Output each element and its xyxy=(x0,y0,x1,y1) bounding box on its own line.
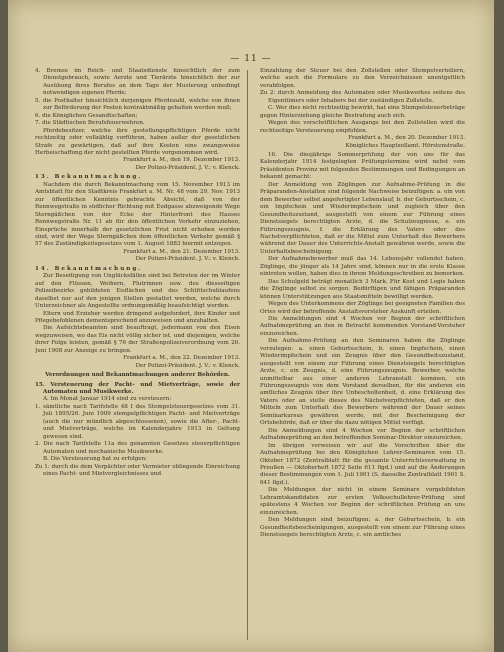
section-title: Verordnungen und Bekanntmachungen anderer Behörden. xyxy=(45,372,230,379)
paragraph: Die Anmeldungen sind 4 Wochen vor Beginn der schriftlichen Aufnahmeprüfung an den in Betracht kommenden Vorstand-Vorsteher einzureichen. xyxy=(260,315,465,337)
document-page xyxy=(8,0,494,652)
paragraph: Eltern und Erzieher werden dringend aufgefordert, ihre Kinder und Pflegebefohlenen dementsprechend anzuweisen und anzuhalten. xyxy=(35,310,240,324)
paragraph: A. Im Monat Januar 1914 sind zu versteuern: xyxy=(43,396,172,403)
column-divider xyxy=(247,70,248,640)
right-column xyxy=(260,68,465,646)
list-item: 6. die Königlichen Gesandtschaften; xyxy=(35,112,138,119)
paragraph: Das Schulgeld beträgt monatlich 3 Mark. Für Kost und Logis haben die Zöglinge selbst zu sorgen. Bedürftigen und fähigen Präparanden können Unterstützungen aus Staatsmitteln bewilligt werden. xyxy=(260,278,465,300)
paragraph: Die Aufnahme-Prüfung an den Seminaren haben die Zöglinge vorzulegen: a. einen Geburtsschein, b. einen Impfschein, einen Wiederimpfschein und ein Zeugnis über den Gesundheitszustand, ausgestellt von einem zur Führung eines Dienstsiegels berechtigten Arzte, c. ein Zeugnis, d. eine Führungszeugnis. Bewerber, welche unmittelbar aus einer anderen Lehranstalt kommen, ein Führungszeugnis von dem Vorstand derselben, für die anderen ein amtliches Zeugnis über ihre Unbescholtenheit, d. eine Erklärung des Vaters oder an stelle dieses des Nächstverpflichteten, daß er den Mitteln zum Unterhalt des Bewerbers während der Dauer seines Seminarkursus gewähren werde, mit der Bescheinigung der Ortsbehörde, daß er über die dazu nötigen Mittel verfügt. xyxy=(260,338,465,427)
section-heading: 13. Bekanntmachung. xyxy=(35,174,143,181)
signature-line: Frankfurt a. M., den 22. Dezember 1913. xyxy=(123,355,240,362)
paragraph: Den Meldungen sind beizufügen: a. der Geburtsschein, b. ein Gesundheitsbescheinigungen, ausgestellt von einem zur Führung eines Dienstsiegels berechtigten Arzte, c. ein amtliches xyxy=(260,517,465,539)
signature-line: Frankfurt a. M., den 21. Dezember 1913. xyxy=(123,248,240,255)
paragraph: 16. Die diesjährige Sommerprüfung der von uns für das Kalenderjahr 1914 festgelegten Prüfungstermine wird nebst vom Präsidenten Provinz mit folgenden Bestimmungen und Bedingungen an bekannt gemacht: xyxy=(260,151,465,181)
paragraph: Der Aufnahmebewerber muß das 14. Lebensjahr vollendet haben. Zöglinge, die jünger als 14 Jahre sind, können nur in die erste Klasse eintreten wollen, haben dies in ihrem Meldungsschreiben zu bemerken. xyxy=(260,256,465,278)
paragraph: Im übrigen verweisen wir auf die Vorschriften über die Aufnahmeprüfung bei den Königlichen Lehrer-Seminaren vom 15. Oktober 1872 (Zentralblatt für die gesamte Unterrichtsverwaltung in Preußen — Oktoberheft 1872 Seite 611 flgd.) und auf die Änderungen dieser Bestimmungen vom 1. Juli 1901 (S. dasselbe Zentralblatt 1901 S. 641 flgd.). xyxy=(260,442,465,486)
signature-line: Der Polizei-Präsident. J. V.: v. Klenck. xyxy=(135,256,240,263)
paragraph: Der Anmeldung von Zöglingen zur Aufnahme-Prüfung in die Präparanden-Anstalten sind folgende Nachweise beizufügen: a. ein von dem Bewerber selbst angefertigter Lebenslauf, b. der Geburtsschein, c. ein Impfschein und Wiederimpfschein und zugleich über den Gesundheitszustand, ausgestellt von einem zur Führung eines Dienstsiegels berechtigten Arzte, d. die Schulzeugnisse, e. ein Führungszeugnis, f. die Erklärung des Vaters oder des Nachstverpflichteten, daß er die Mittel zum Unterhalt des Bewerbers während der Dauer des Unterrichts-Anstalt gewähren werde, sowie die Unterhaltsbescheinigung. xyxy=(260,181,465,255)
list-item: 2. Die nach Tarifstelle 11a des genannten Gesetzes steuerpflichtigen Automaten und mechanische Musikwerke. xyxy=(35,441,240,455)
page-number: — 11 — xyxy=(230,54,272,64)
paragraph: Zur Beseitigung von Unglücksfällen sind bei Betreten der im Winter auf den Flüssen, Weihern, Flutrinnen usw. des diesseitigen Polizeibezirks gebildeten Eisflächen und des Schlittschuhlaufens daselbst nur auf den jenigen Stellen gestattet werden, welche durch Unterzeichner als Angestellte ordnungsmäßig beaufsichtigt werden. xyxy=(35,273,240,310)
paragraph: B. Die Versteuerung hat zu erfolgen: xyxy=(43,456,148,463)
paragraph: Einzahlung der Steuer bei den Zollstellen oder Stempelverteilern, welche auch die Formulare zu den Verzeichnissen unentgeltlich verabfolgen. xyxy=(260,68,465,89)
paragraph: Nachdem die durch Bekanntmachung vom 15. November 1913 im Amtsblatt für den Stadtkreis Frankfurt a. M. Nr. 48 vom 29. Nov. 1913 zur öffentlichen Kenntnis gebrachte Absicht, daß von der Rennwegstraße in südlicher Richtung mit Eudgasse abzweigende Wege Sterngäßchen von der Ecke der Hinterfront des Hauses Rennwegstraße Nr. 11 ab für den öffentlichen Verkehr einzuziehen, Einsprüche innerhalb der gesetzlichen Frist nicht erhoben worden sind, wird der Wege Sterngäßchen dem öffentlichen Verkehr gemäß § 57 des Zuständigkeitsgesetzes vom 1. August 1883 hiermit entzogen. xyxy=(35,181,240,248)
paragraph: Wegen des Unterkommens der Zöglinge bei geeigneten Familien des Ortes wird der betreffende Anstaltsvorsteher Auskunft erteilen. xyxy=(260,301,465,315)
paragraph: C. Wer dies nicht rechtzeitig bewirkt, hat eine Stempelsteuerbeträge gegen Hinterziehung gleiche Bestrafung auch sich. xyxy=(260,105,465,119)
signature-line: Königliches Hauptzollamt. Hörstenstraße. xyxy=(345,142,465,149)
signature-line: Der Polizei-Präsident. J. V.: v. Klenck. xyxy=(135,362,240,369)
paragraph: Die Meldungen der nicht in einem Seminare vorgebildeten Lehramtskandidaten zur ersten Volksschullehrer-Prüfung sind spätestens 4 Wochen vor Beginn der schriftlichen Prüfung an uns einzureichen. xyxy=(260,487,465,516)
signature-line: Der Polizei-Präsident. J. V.: v. Klenck. xyxy=(135,164,240,171)
paragraph: Pferdebesitzer, welche ihre gestellungspflichtigen Pferde nicht rechtzeitig oder vollzählig vorführen, haben außer der gesetzlichen Strafe zu gewärtigen, daß auf ihre Kosten eine zwangsweise Herbeischaffung der nicht gestellten Pferde vorgenommen wird. xyxy=(35,127,240,156)
paragraph: Wegen des vorschriftlichen Ausgangs bei den Zollstellen wird die rechtzeitige Versteuerung empfohlen. xyxy=(260,120,465,134)
section-title: 15. Versteuerung der Pacht- und Mietverträge, sowie der Automaten und Musikwerke. xyxy=(35,381,240,396)
left-column xyxy=(35,68,240,646)
list-item: Zu 2: durch Anmeldung des Automaten oder Musikwerkes seitens des Eigentümers oder Inhabers bei der zuständigen Zollstelle. xyxy=(260,90,465,104)
list-item: 4. Bremse im Reich- und Staatsdienste hinsichtlich der zum Dienstgebrauch, sowie Aerzte und Tierärzte hinsichtlich der zur Ausübung ihres Berufes an dem Tage der Musterung unbedingt notwendigen eigenen Pferde; xyxy=(35,68,240,97)
list-item: Zu 1: durch die dem Verpächter oder Vermieter obliegende Einreichung eines Pacht- und Mietvergleichnisses und xyxy=(35,463,240,478)
signature-line: Frankfurt a. M., den 20. Dezember 1913. xyxy=(348,135,465,142)
list-item: 1. sämtliche nach Tarifstelle 48 I des Stempelsteuergesetzes vom 31. Juli 1895/26. Juni 1909 stempelpflichtigen Pacht- und Mietverträge (auch die nur mündlich abgeschlossenen), sowie die After-, Pacht- und Mietverträge, welche im Kalenderjahre 1913 in Geltung gewesen sind. xyxy=(35,403,240,440)
signature-line: Frankfurt a. M., den 19. Dezember 1913. xyxy=(123,157,240,164)
paragraph: Die Anmeldungen sind 4 Wochen vor Beginn der schriftlichen Aufnahmeprüfung an den betreffenden Seminar-Direktor einzureichen. xyxy=(260,427,465,442)
section-heading: 14. Bekanntmachung. xyxy=(35,265,143,272)
list-item: 7. die Städtischen Berufsfeuerwehren. xyxy=(35,120,145,127)
list-item: 5. die Posthalter hinsichtlich derjenigen Pferdezahl, welche von ihnen zur Beförderung der Posten kontraktmäßig gehalten werden muß; xyxy=(35,97,240,112)
paragraph: Die Aufsichtsbeamten sind beauftragt, jedermann von den Eisen wegzuweisen, wo das Eis nicht völlig sicher ist, und diejenigen, welche ihrer Folge leisten, gemäß § 76 der Straßenpolizeiverordnung vom 20. Juni 1908 zur Anzeige zu bringen. xyxy=(35,325,240,354)
